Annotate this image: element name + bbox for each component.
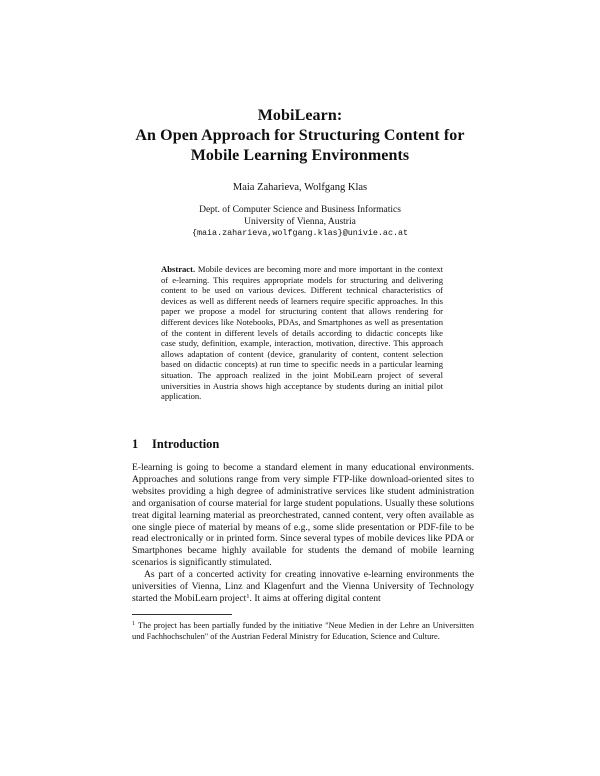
abstract-text: Mobile devices are becoming more and more important in the context of e-learning. This requires appropriate models for structuring and delivering content to be used on various devices. Different technical characteristics of devices as well as different needs of learners require specific approaches. In this paper we propose a model for structuring content that allows rendering for different devices like Notebooks, PDAs, and Smartphones as well as presentation of the content in different levels of details according to didactic concepts like case study, definition, example, interaction, motivation, directive. This approach allows adaptation of content (device, granularity of content, content selection based on didactic concepts) at run time to specific needs in a particular learning situation. The approach realized in the joint MobiLearn project of several universities in Austria shows high acceptance by students during an initial pilot application. xyxy=(161,264,443,402)
body-text xyxy=(132,462,474,605)
paragraph-text: As part of a concerted activity for creating innovative e-learning environments the universities of Vienna, Linz and Klagenfurt and the Vienna University of Technology started the MobiLearn project xyxy=(132,569,474,604)
section-title: Introduction xyxy=(152,437,220,451)
footnote xyxy=(132,619,474,642)
footnote-text: The project has been partially funded by the initiative "Neue Medien in der Lehre an Universitten und Fachhochschulen" of the Austrian Federal Ministry for Education, Science and Culture. xyxy=(132,621,474,641)
authors: Maia Zaharieva, Wolfgang Klas xyxy=(232,182,368,193)
title-line: MobiLearn: xyxy=(257,107,343,124)
title-line: An Open Approach for Structuring Content for xyxy=(135,127,465,144)
affiliation xyxy=(0,205,600,240)
section-number: 1 xyxy=(132,437,139,451)
paragraph xyxy=(132,569,474,605)
affiliation-dept: Dept. of Computer Science and Business Informatics xyxy=(199,205,401,215)
affiliation-university: University of Vienna, Austria xyxy=(244,216,356,227)
paragraph: E-learning is going to become a standard element in many educational environments. Approaches and solutions range from very simple FTP-like download-oriented sites to websites providing a high degree of administrative services like student administration and organisation of course material for large student populations. Usually these solutions treat digital learning material as preorchestrated, canned content, very often available as one single piece of material by means of e.g., some slide presentation or PDF-file to be read electronically or in printed form. Since several types of mobile devices like PDA or Smartphones became highly available for students the demand of mobile learning scenarios is significantly stimulated. xyxy=(132,462,474,569)
abstract xyxy=(161,264,443,402)
title-line: Mobile Learning Environments xyxy=(190,147,410,164)
section-heading xyxy=(132,437,219,452)
abstract-heading: Abstract. xyxy=(161,264,196,274)
footnote-rule xyxy=(132,614,232,615)
footnote-ref[interactable]: 1 xyxy=(246,592,250,600)
footnote-marker: 1 xyxy=(132,621,135,627)
paper-title xyxy=(0,106,600,166)
paragraph-text-tail: . It aims at offering digital content xyxy=(249,592,381,604)
affiliation-email: {maia.zaharieva,wolfgang.klas}@univie.ac.at xyxy=(191,228,409,238)
